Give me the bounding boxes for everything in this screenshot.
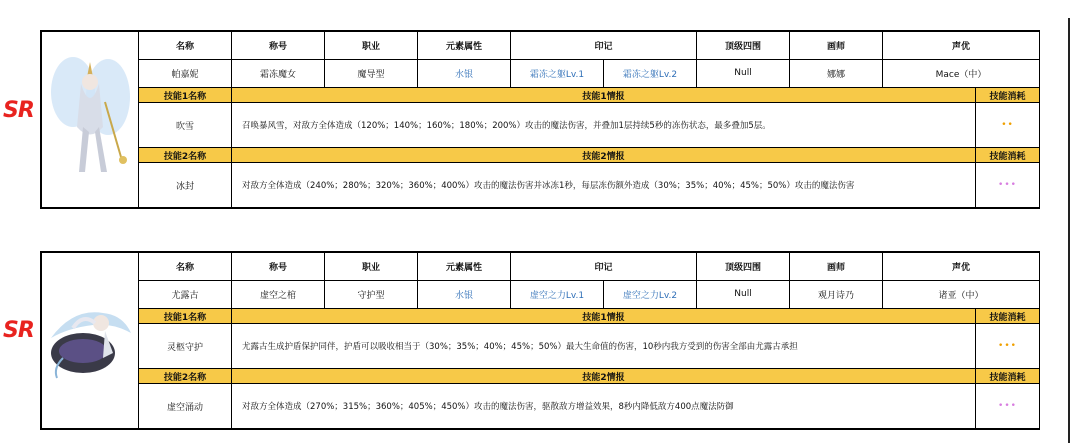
header-stats: 顶级四围 [697, 253, 790, 281]
skill2-cost: ••• [976, 163, 1040, 208]
character-cv: 诸亚（中） [883, 280, 1040, 308]
character-job: 守护型 [325, 280, 418, 308]
character-stats: Null [697, 59, 790, 87]
skill1-name: 吹雪 [139, 103, 232, 148]
skill2-header-row [42, 368, 1040, 384]
skill1-desc: 召唤暴风雪，对敌方全体造成（120%；140%；160%；180%；200%）攻击的魔法伤害，并叠加1层持续5秒的冻伤状态，最多叠加5层。 [232, 103, 976, 148]
character-name: 尤露古 [139, 280, 232, 308]
character-name: 帕嘉妮 [139, 59, 232, 87]
skill2-desc: 对敌方全体造成（240%；280%；320%；360%；400%）攻击的魔法伤害并冰冻1秒，每层冻伤额外造成（30%；35%；40%；45%；50%）攻击的魔法伤害 [232, 163, 976, 208]
skill1-cost-header: 技能消耗 [976, 308, 1040, 324]
rarity-badge: SR [3, 318, 34, 343]
character-stats: Null [697, 280, 790, 308]
header-artist: 画师 [790, 32, 883, 60]
character-card-2 [40, 251, 1040, 430]
skill1-desc: 尤露古生成护盾保护同伴，护盾可以吸收相当于（30%；35%；40%；45%；50%）最大生命值的伤害，10秒内我方受到的伤害全部由尤露古承担 [232, 324, 976, 369]
skill2-info-header: 技能2情报 [232, 368, 976, 384]
character-portrait [42, 32, 139, 208]
skill2-desc: 对敌方全体造成（270%；315%；360%；405%；450%）攻击的魔法伤害，驱散敌方增益效果，8秒内降低敌方400点魔法防御 [232, 384, 976, 429]
value-row [42, 59, 1040, 87]
character-portrait [42, 253, 139, 429]
character-artist: 观月诗乃 [790, 280, 883, 308]
character-element: 水银 [418, 280, 511, 308]
skill1-header-row [42, 87, 1040, 103]
value-row [42, 280, 1040, 308]
header-cv: 声优 [883, 32, 1040, 60]
character-cv: Mace（中） [883, 59, 1040, 87]
header-name: 名称 [139, 253, 232, 281]
skill1-name-header: 技能1名称 [139, 87, 232, 103]
skill2-row [42, 163, 1040, 208]
skill2-header-row [42, 147, 1040, 163]
character-job: 魔导型 [325, 59, 418, 87]
skill2-name-header: 技能2名称 [139, 368, 232, 384]
right-border-line [1068, 18, 1070, 443]
skill2-name: 虚空涌动 [139, 384, 232, 429]
header-row [42, 253, 1040, 281]
character-artist: 娜娜 [790, 59, 883, 87]
rarity-badge: SR [3, 98, 34, 123]
header-job: 职业 [325, 253, 418, 281]
void-coffin-portrait [43, 253, 138, 425]
character-mark-2: 霜冻之躯Lv.2 [604, 59, 697, 87]
skill1-row [42, 103, 1040, 148]
frost-witch-portrait [43, 32, 138, 204]
skill1-info-header: 技能1情报 [232, 308, 976, 324]
skill2-info-header: 技能2情报 [232, 147, 976, 163]
skill1-cost-header: 技能消耗 [976, 87, 1040, 103]
skill2-name-header: 技能2名称 [139, 147, 232, 163]
character-mark-1: 霜冻之躯Lv.1 [511, 59, 604, 87]
skill1-header-row [42, 308, 1040, 324]
header-stats: 顶级四围 [697, 32, 790, 60]
character-title: 虚空之棺 [232, 280, 325, 308]
character-mark-1: 虚空之力Lv.1 [511, 280, 604, 308]
character-element: 水银 [418, 59, 511, 87]
skill1-name: 灵柩守护 [139, 324, 232, 369]
skill1-info-header: 技能1情报 [232, 87, 976, 103]
skill2-row [42, 384, 1040, 429]
header-cv: 声优 [883, 253, 1040, 281]
header-mark: 印记 [511, 32, 697, 60]
skill1-name-header: 技能1名称 [139, 308, 232, 324]
skill2-cost-header: 技能消耗 [976, 147, 1040, 163]
header-element: 元素属性 [418, 32, 511, 60]
header-artist: 画师 [790, 253, 883, 281]
header-title: 称号 [232, 32, 325, 60]
header-title: 称号 [232, 253, 325, 281]
header-job: 职业 [325, 32, 418, 60]
skill1-row [42, 324, 1040, 369]
skill1-cost: •• [976, 103, 1040, 148]
skill2-name: 冰封 [139, 163, 232, 208]
header-element: 元素属性 [418, 253, 511, 281]
character-title: 霜冻魔女 [232, 59, 325, 87]
skill1-cost: ••• [976, 324, 1040, 369]
header-mark: 印记 [511, 253, 697, 281]
skill2-cost-header: 技能消耗 [976, 368, 1040, 384]
skill2-cost: ••• [976, 384, 1040, 429]
header-row [42, 32, 1040, 60]
character-card-1 [40, 30, 1040, 209]
header-name: 名称 [139, 32, 232, 60]
character-mark-2: 虚空之力Lv.2 [604, 280, 697, 308]
